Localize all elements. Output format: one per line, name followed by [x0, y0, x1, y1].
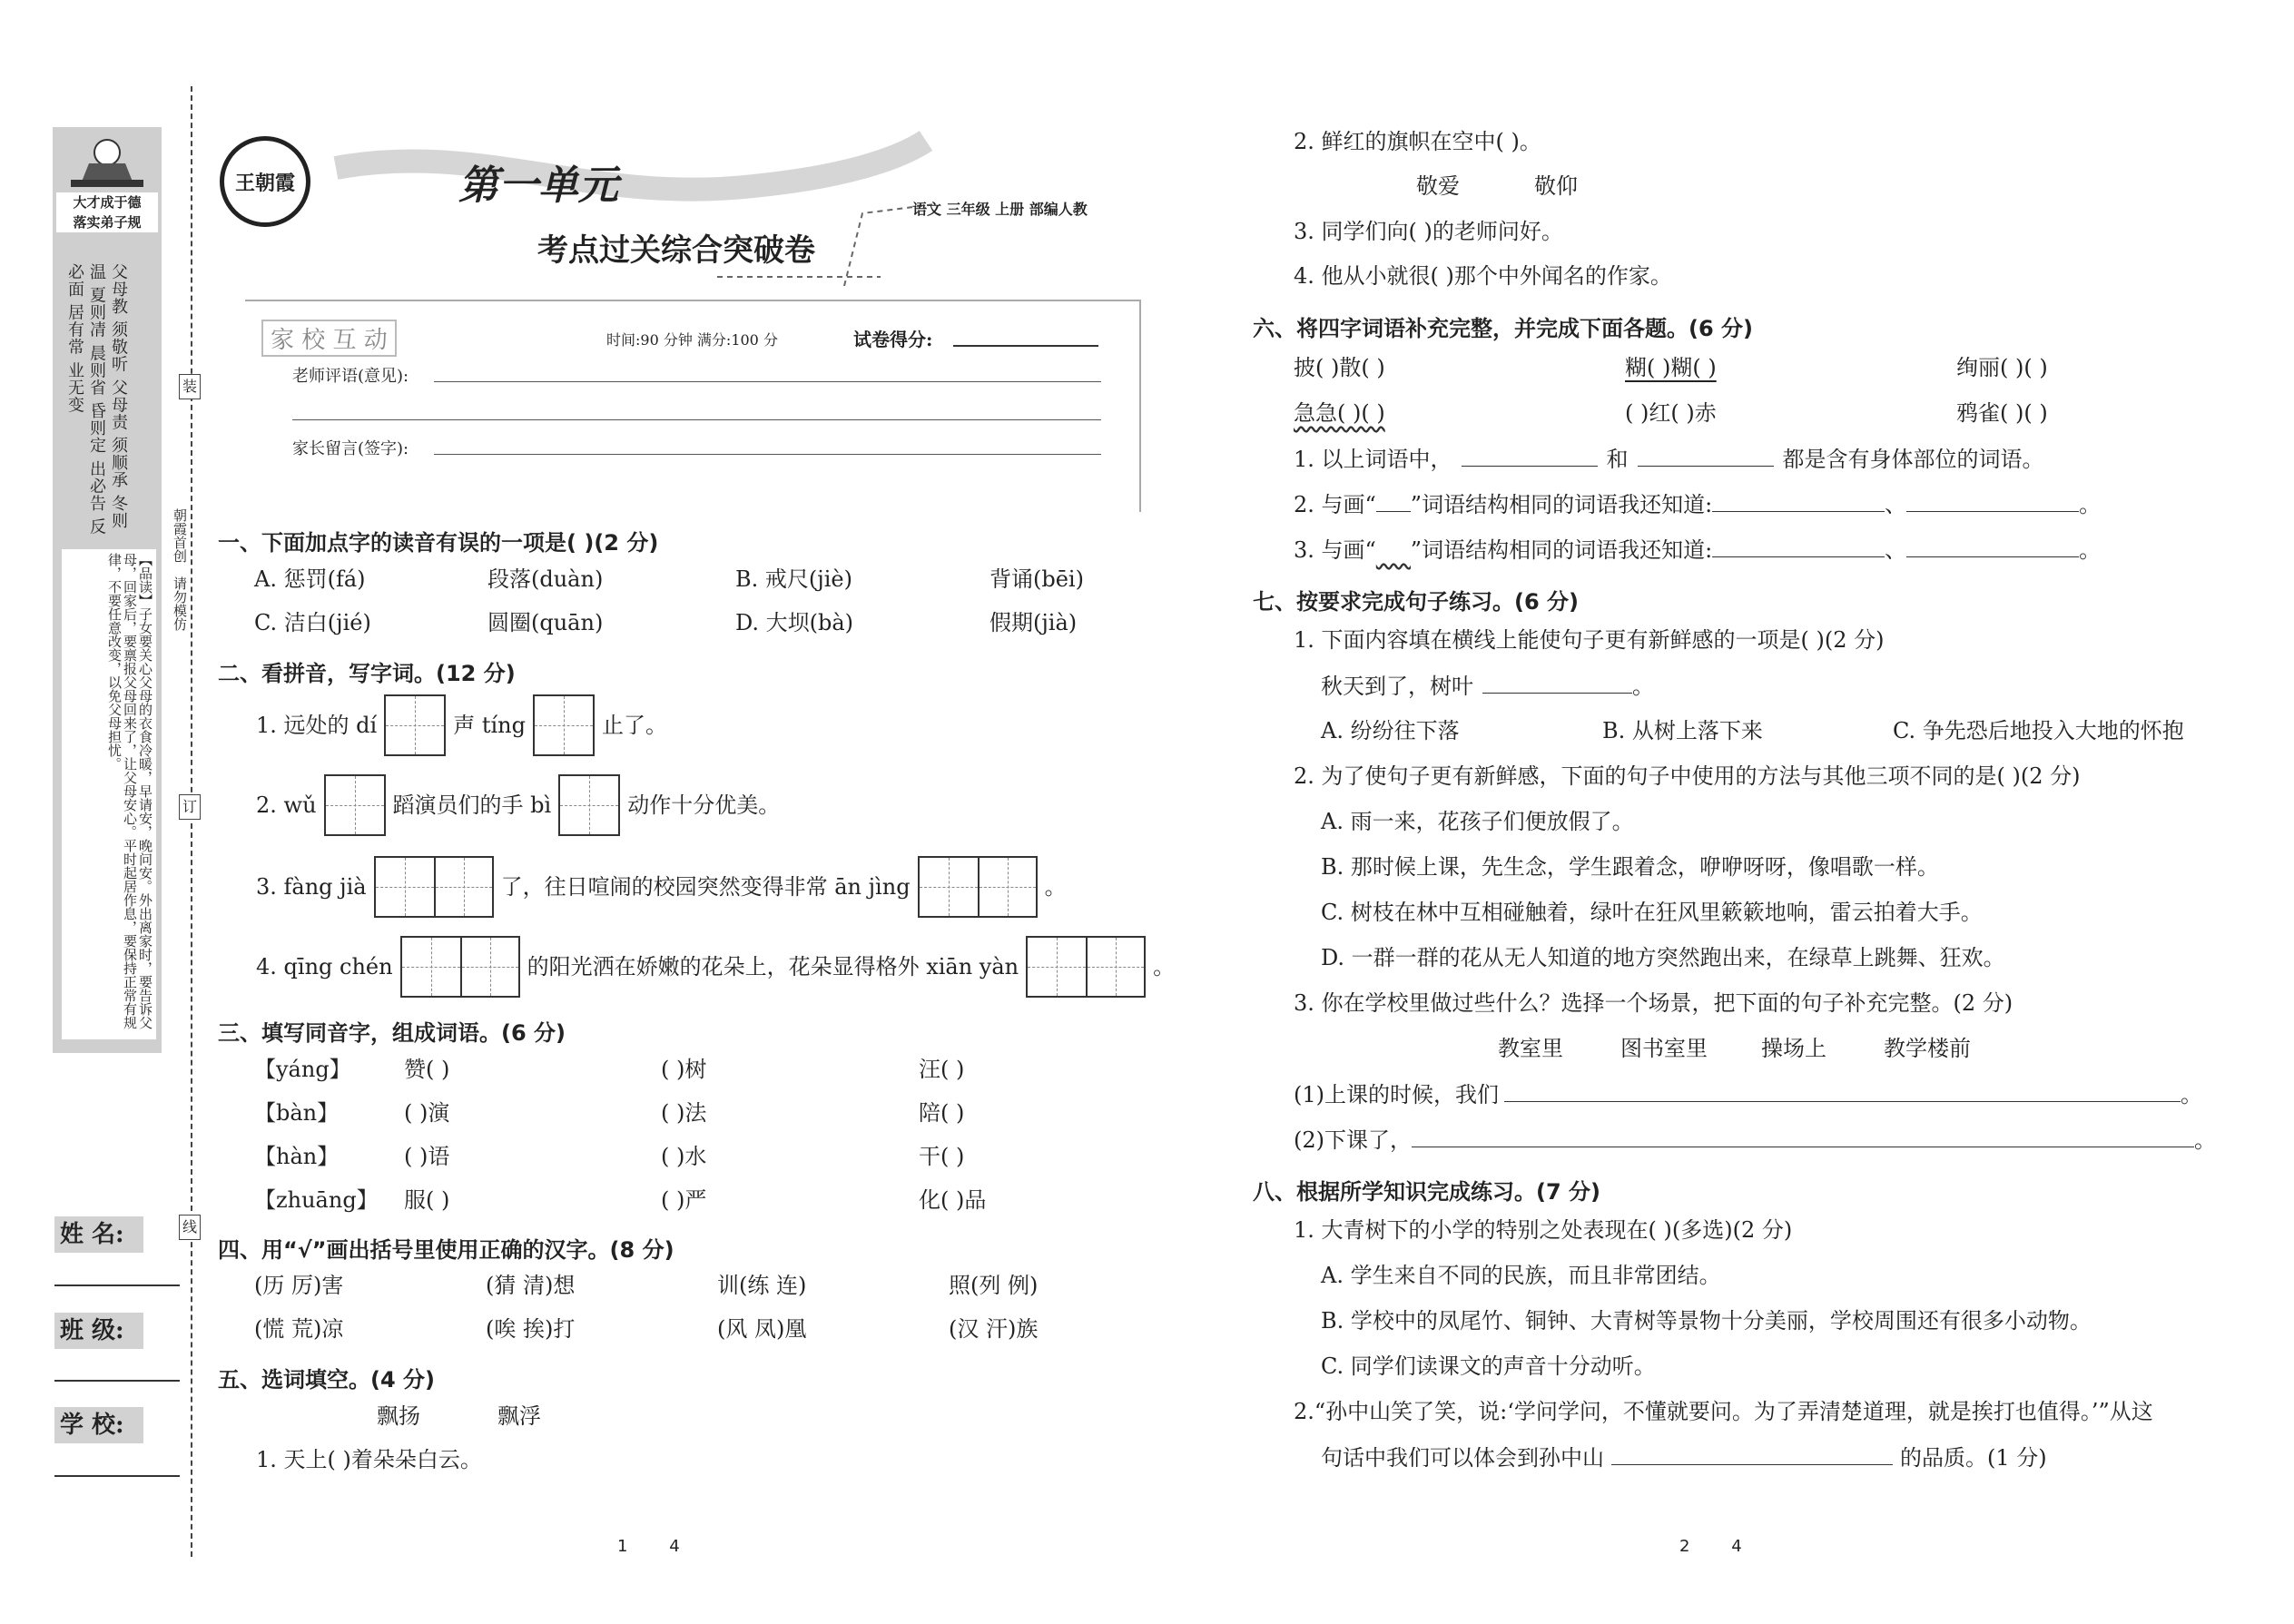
school-field[interactable] [54, 1475, 180, 1477]
s3-pinyin: 【zhuāng】 [254, 1187, 379, 1213]
score-field[interactable] [953, 345, 1098, 347]
sidebar-motto-2: 落实弟子规 [73, 214, 142, 231]
s3-blank: ( )语 [404, 1144, 450, 1169]
answer-blank[interactable] [1504, 1083, 2181, 1102]
class-label: 班 级: [54, 1313, 143, 1349]
answer-blank[interactable] [1412, 1128, 2194, 1147]
answer-blank[interactable] [1906, 538, 2079, 557]
s6-idiom: 鸦雀( )( ) [1956, 400, 2048, 426]
name-field[interactable] [54, 1284, 180, 1286]
s6-idiom-underlined: 糊( )糊( ) [1625, 355, 1717, 380]
s6-idiom: ( )红( )赤 [1625, 400, 1717, 426]
answer-blank[interactable] [1611, 1446, 1893, 1465]
s4-choice[interactable]: (历 厉)害 [254, 1273, 344, 1298]
s7-q1-option-a: A. 纷纷往下落 [1321, 718, 1460, 743]
time-info: 时间:90 分钟 满分:100 分 [606, 331, 778, 349]
school-label: 学 校: [54, 1407, 143, 1443]
s5-question-1: 1. 天上( )着朵朵白云。 [256, 1447, 482, 1472]
s4-choice[interactable]: (唉 挨)打 [486, 1316, 576, 1342]
s3-blank: 汪( ) [919, 1057, 965, 1082]
section-4-title: 四、用“√”画出括号里使用正确的汉字。(8 分) [218, 1237, 674, 1263]
s5-question-2: 2. 鲜红的旗帜在空中( )。 [1294, 129, 1541, 154]
s5-word-option: 飘浮 [497, 1403, 541, 1429]
sidebar-commentary: 【品读】子女要关心父母的衣食冷暖，早请安，晚问安。外出离家时，要告诉父母，回家后，要禀报父母回来了，让父母安心。平时起居作息，要保持正常有规律，不要任意改变，以免父母担忧。 [62, 549, 156, 1039]
s7-q2-option-d: D. 一群一群的花从无人知道的地方突然跑出来，在绿草上跳舞、狂欢。 [1321, 945, 2005, 970]
s1-option-c2: 圆圈(quān) [487, 610, 604, 635]
s4-choice[interactable]: (汉 汗)族 [949, 1316, 1039, 1342]
s3-pinyin: 【yáng】 [254, 1057, 351, 1082]
writing-grid[interactable] [1026, 936, 1146, 998]
s3-blank: 赞( ) [404, 1057, 450, 1082]
answer-blank[interactable] [1906, 493, 2079, 512]
s1-option-a: A. 惩罚(fá) [254, 566, 366, 592]
s7-place: 图书室里 [1620, 1036, 1708, 1061]
page-number-left: 1 4 [617, 1537, 680, 1556]
s2-question-1: 1. 远处的 dí 声 tíng 止了。 [256, 694, 667, 756]
s7-place: 教室里 [1498, 1036, 1563, 1061]
seal-mark-1: 装 [179, 374, 201, 399]
teacher-comment-line-2[interactable] [292, 419, 1101, 420]
s7-q3-sentence-1: (1)上课的时候，我们 。 [1294, 1082, 2202, 1107]
s6-idiom: 披( )散( ) [1294, 355, 1385, 380]
s1-option-b2: 背诵(bēi) [989, 566, 1084, 592]
s7-question-2: 2. 为了使句子更有新鲜感，下面的句子中使用的方法与其他三项不同的是( )(2 分) [1294, 763, 2081, 789]
s3-pinyin: 【hàn】 [254, 1144, 340, 1169]
grade-tag: 语文 三年级 上册 部编人教 [912, 201, 1088, 218]
s1-option-d2: 假期(jià) [989, 610, 1078, 635]
family-school-title: 家 校 互 动 [261, 320, 397, 357]
s1-option-b: B. 戒尺(jiè) [735, 566, 852, 592]
s3-blank: 服( ) [404, 1187, 450, 1213]
page-number-right: 2 4 [1679, 1537, 1742, 1556]
s3-blank: 干( ) [919, 1144, 965, 1169]
s5-question-3: 3. 同学们向( )的老师问好。 [1294, 219, 1563, 244]
parent-message-label: 家长留言(签字): [292, 439, 409, 458]
s5-word-option: 敬爱 [1416, 173, 1460, 199]
s8-q2-line-2: 句话中我们可以体会到孙中山 的品质。(1 分) [1321, 1445, 2047, 1471]
s2-question-4: 4. qīng chén 的阳光洒在娇嫩的花朵上，花朵显得格外 xiān yàn 。 [256, 936, 1175, 998]
s5-question-4: 4. 他从小就很( )那个中外闻名的作家。 [1294, 263, 1672, 289]
s7-place: 教学楼前 [1884, 1036, 1971, 1061]
section-8-title: 八、根据所学知识完成练习。(7 分) [1253, 1179, 1600, 1205]
brand-logo: 王朝霞 [220, 136, 310, 227]
section-1-title: 一、下面加点字的读音有误的一项是( )(2 分) [218, 530, 659, 556]
copyright-notice: 朝霞首创 请勿模仿 [172, 508, 188, 631]
paper-subtitle: 考点过关综合突破卷 [537, 232, 815, 269]
s7-question-1: 1. 下面内容填在横线上能使句子更有新鲜感的一项是( )(2 分) [1294, 627, 1885, 653]
writing-grid[interactable] [918, 856, 1038, 918]
score-label: 试卷得分: [853, 329, 933, 350]
seal-mark-3: 线 [179, 1215, 201, 1240]
s2-question-3: 3. fàng jià 了，往日喧闹的校园突然变得非常 ān jìng 。 [256, 856, 1067, 918]
s7-q1-sentence: 秋天到了，树叶 。 [1321, 674, 1654, 699]
s6-question-1: 1. 以上词语中， 和 都是含有身体部位的词语。 [1294, 447, 2044, 472]
s2-question-2: 2. wǔ 蹈演员们的手 bì 动作十分优美。 [256, 774, 780, 836]
s6-question-2: 2. 与画“ ”词语结构相同的词语我还知道: 、 。 [1294, 492, 2102, 517]
s1-option-a2: 段落(duàn) [487, 566, 604, 592]
s4-choice[interactable]: (风 凤)凰 [717, 1316, 807, 1342]
s7-q2-option-a: A. 雨一来，花孩子们便放假了。 [1321, 809, 1634, 834]
writing-grid[interactable] [384, 694, 446, 756]
answer-blank[interactable] [1712, 538, 1885, 557]
section-6-title: 六、将四字词语补充完整，并完成下面各题。(6 分) [1253, 316, 1753, 341]
s8-q1-option-a: A. 学生来自不同的民族，而且非常团结。 [1321, 1263, 1721, 1288]
sidebar-motto-1: 大才成于德 [73, 194, 142, 211]
s6-question-3: 3. 与画“ ”词语结构相同的词语我还知道: 、 。 [1294, 537, 2102, 563]
s5-word-option: 敬仰 [1534, 173, 1578, 199]
logo-illustration [62, 136, 153, 191]
answer-blank[interactable] [1482, 674, 1632, 694]
class-field[interactable] [54, 1380, 180, 1382]
s7-q2-option-c: C. 树枝在林中互相碰触着，绿叶在狂风里簌簌地响，雷云拍着大手。 [1321, 900, 1983, 925]
unit-title: 第一单元 [458, 162, 618, 209]
writing-grid[interactable] [558, 774, 620, 836]
section-3-title: 三、填写同音字，组成词语。(6 分) [218, 1020, 566, 1046]
s7-place: 操场上 [1761, 1036, 1826, 1061]
name-label: 姓 名: [54, 1216, 143, 1253]
s4-choice[interactable]: (猜 清)想 [486, 1273, 576, 1298]
s7-q2-option-b: B. 那时候上课，先生念，学生跟着念，咿咿呀呀，像唱歌一样。 [1321, 854, 1939, 880]
answer-blank[interactable] [1712, 493, 1885, 512]
section-5-title: 五、选词填空。(4 分) [218, 1367, 435, 1393]
answer-blank[interactable] [1638, 448, 1774, 467]
writing-grid[interactable] [533, 694, 595, 756]
writing-grid[interactable] [400, 936, 520, 998]
s3-pinyin: 【bàn】 [254, 1100, 340, 1126]
s3-blank: 化( )品 [919, 1187, 987, 1213]
section-7-title: 七、按要求完成句子练习。(6 分) [1253, 589, 1579, 615]
s3-blank: ( )严 [661, 1187, 707, 1213]
binding-line [191, 86, 192, 1557]
straight-line-sample [1376, 493, 1411, 512]
s3-blank: ( )演 [404, 1100, 450, 1126]
teacher-comment-label: 老师评语(意见): [292, 367, 409, 386]
writing-grid[interactable] [374, 856, 494, 918]
s4-choice[interactable]: (慌 荒)凉 [254, 1316, 344, 1342]
s7-q1-option-b: B. 从树上落下来 [1602, 718, 1763, 743]
s8-question-1: 1. 大青树下的小学的特别之处表现在( )(多选)(2 分) [1294, 1217, 1793, 1243]
s4-choice[interactable]: 照(列 例) [949, 1273, 1039, 1298]
s3-blank: ( )树 [661, 1057, 707, 1082]
s7-q1-option-c: C. 争先恐后地投入大地的怀抱 [1893, 718, 2184, 743]
section-2-title: 二、看拼音，写字词。(12 分) [218, 661, 516, 686]
s5-word-option: 飘扬 [377, 1403, 420, 1429]
s3-blank: ( )法 [661, 1100, 707, 1126]
parent-message-line[interactable] [434, 454, 1101, 455]
s1-option-c: C. 洁白(jié) [254, 610, 371, 635]
seal-mark-2: 订 [179, 794, 201, 820]
s4-choice[interactable]: 训(练 连) [717, 1273, 807, 1298]
s6-idiom-wavy: 急急( )( ) [1294, 400, 1385, 426]
s1-option-d: D. 大坝(bà) [735, 610, 854, 635]
s7-q3-sentence-2: (2)下课了， 。 [1294, 1127, 2216, 1153]
s3-blank: ( )水 [661, 1144, 707, 1169]
s8-q1-option-b: B. 学校中的凤尾竹、铜钟、大青树等景物十分美丽，学校周围还有很多小动物。 [1321, 1308, 2092, 1334]
s8-q1-option-c: C. 同学们读课文的声音十分动听。 [1321, 1353, 1656, 1379]
teacher-comment-line[interactable] [434, 381, 1101, 382]
s6-idiom: 绚丽( )( ) [1956, 355, 2048, 380]
answer-blank[interactable] [1462, 448, 1598, 467]
s8-question-2: 2.“孙中山笑了笑，说:‘学问学问，不懂就要问。为了弄清楚道理，就是挨打也值得。’”从这 [1294, 1399, 2153, 1424]
s3-blank: 陪( ) [919, 1100, 965, 1126]
sidebar-poem: 父母教 须敬听 父母责 须顺承 冬则温 夏则凊 晨则省 昏则定 出必告 反必面 居有常 业无变 [65, 263, 128, 536]
writing-grid[interactable] [324, 774, 386, 836]
s7-question-3: 3. 你在学校里做过些什么？选择一个场景，把下面的句子补充完整。(2 分) [1294, 990, 2013, 1016]
